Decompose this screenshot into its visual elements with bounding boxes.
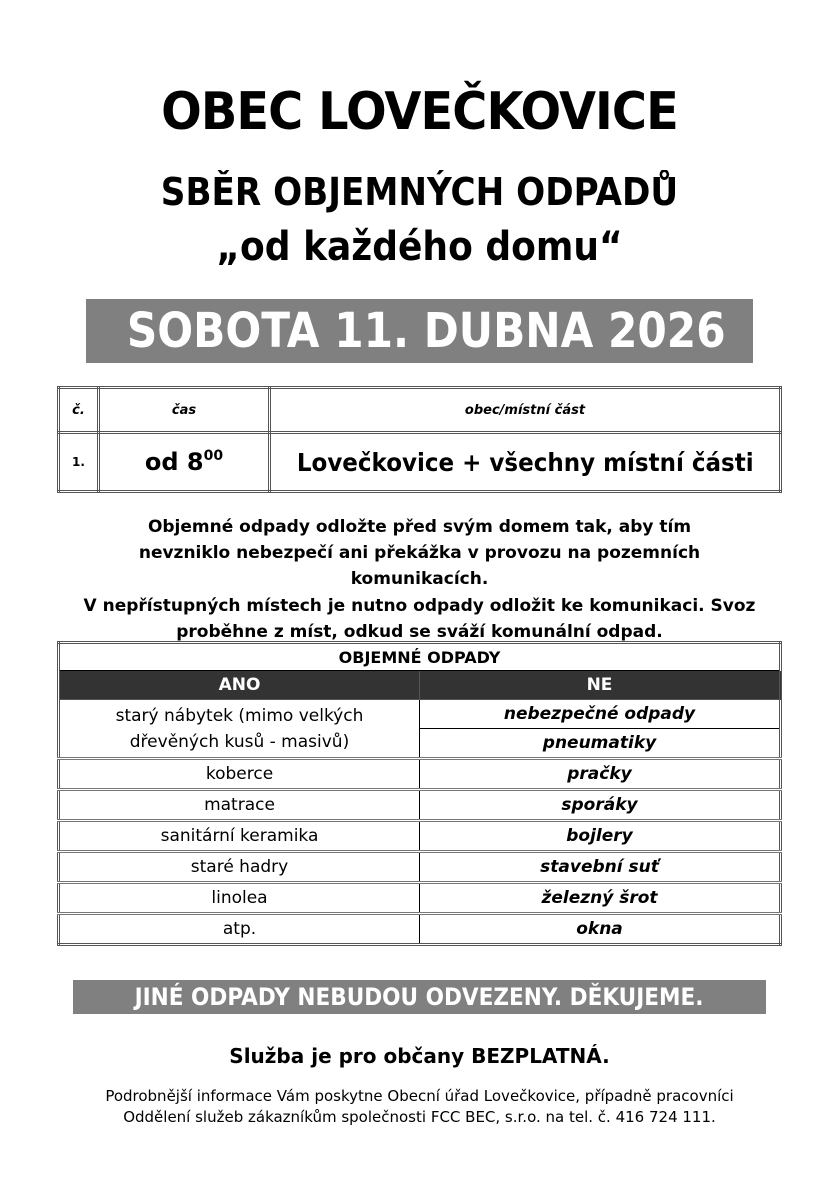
waste-no-item: železný šrot (420, 883, 781, 914)
schedule-col-number: č. (59, 388, 99, 433)
waste-no-item: okna (420, 914, 781, 945)
page-subtitle-quote: „od každého domu“ (216, 224, 623, 270)
free-service-notice: Služba je pro občany BEZPLATNÁ. (229, 1044, 610, 1068)
waste-header-no: NE (420, 671, 781, 700)
notice-paragraph-1: Objemné odpady odložte před svým domem tak, aby tím nevzniklo nebezpečí ani překážka v provozu na pozemních komunikacích. (138, 517, 701, 589)
waste-header-yes: ANO (59, 671, 420, 700)
waste-caption: OBJEMNÉ ODPADY (59, 643, 781, 671)
waste-row (59, 790, 781, 821)
waste-header-row (59, 671, 781, 700)
warning-banner-text: JINÉ ODPADY NEBUDOU ODVEZENY. DĚKUJEME. (135, 983, 704, 1011)
waste-no-item: pneumatiky (420, 729, 781, 759)
date-banner-text: SOBOTA 11. DUBNA 2026 (126, 303, 726, 359)
schedule-col-place: obec/místní část (270, 388, 781, 433)
waste-caption-row (59, 643, 781, 671)
schedule-header-row (59, 388, 781, 433)
schedule-number: 1. (59, 433, 99, 492)
waste-yes-item: sanitární keramika (59, 821, 420, 852)
waste-no-item: pračky (420, 759, 781, 790)
waste-table (57, 641, 782, 946)
schedule-time-minutes: 00 (203, 448, 224, 464)
waste-no-item: nebezpečné odpady (420, 700, 781, 729)
waste-yes-item: atp. (59, 914, 420, 945)
schedule-table (57, 386, 782, 493)
warning-banner (73, 980, 766, 1014)
waste-yes-item: linolea (59, 883, 420, 914)
waste-yes-item: koberce (59, 759, 420, 790)
waste-yes-item: starý nábytek (mimo velkých dřevěných kusů - masivů) (59, 700, 420, 759)
waste-row (59, 821, 781, 852)
date-banner (86, 299, 753, 363)
schedule-row (59, 433, 781, 492)
schedule-col-time: čas (99, 388, 270, 433)
waste-row (59, 883, 781, 914)
waste-yes-item: matrace (59, 790, 420, 821)
footer-line-2: Oddělení služeb zákazníkům společnosti FCC BEC, s.r.o. na tel. č. 416 724 111. (123, 1108, 716, 1126)
waste-yes-item: staré hadry (59, 852, 420, 883)
notice-text (0, 514, 839, 645)
waste-no-item: stavební suť (420, 852, 781, 883)
waste-row (59, 759, 781, 790)
page-subtitle: SBĚR OBJEMNÝCH ODPADŮ (160, 170, 679, 214)
schedule-time-main: od 8 (144, 448, 204, 476)
waste-no-item: sporáky (420, 790, 781, 821)
schedule-time (99, 433, 270, 492)
footer-line-1: Podrobnější informace Vám poskytne Obecní úřad Lovečkovice, případně pracovníci (105, 1087, 734, 1105)
notice-paragraph-2: V nepřístupných místech je nutno odpady odložit ke komunikaci. Svoz proběhne z míst, odkud se sváží komunální odpad. (83, 596, 756, 642)
footer-info (0, 1086, 839, 1128)
page-title: OBEC LOVEČKOVICE (161, 82, 678, 142)
waste-row (59, 914, 781, 945)
waste-row (59, 700, 781, 729)
schedule-place: Lovečkovice + všechny místní části (296, 447, 754, 477)
waste-no-item: bojlery (420, 821, 781, 852)
waste-row (59, 852, 781, 883)
schedule-place-cell (270, 433, 781, 492)
